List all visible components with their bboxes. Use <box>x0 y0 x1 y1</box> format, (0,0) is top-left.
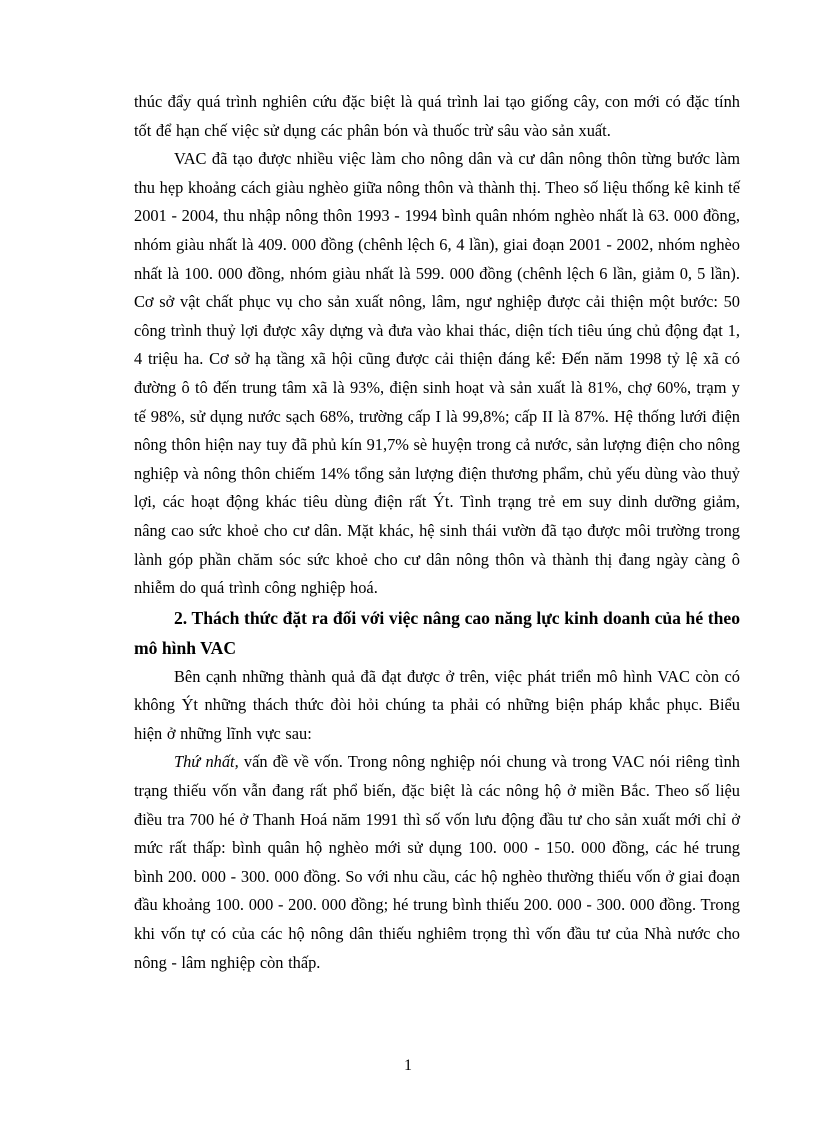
paragraph-intro: Bên cạnh những thành quả đã đạt được ở trên, việc phát triển mô hình VAC còn có không Ýt những thách thức đòi hỏi chúng ta phải có những biện pháp khắc phục. Biểu hiện ở những lĩnh vực sau: <box>134 666 740 743</box>
page-number: 1 <box>404 1057 412 1074</box>
paragraph-vac-benefits: VAC đã tạo được nhiều việc làm cho nông dân và cư dân nông thôn từng bước làm thu hẹp khoảng cách giàu nghèo giữa nông thôn và thành thị. Theo số liệu thống kê kinh tế 2001 - 2004, thu nhập nông thôn 1993 - 1994 bình quân nhóm nghèo nhất là 63. 000 đồng, nhóm giàu nhất là 409. 000 đồng (chênh lệch 6, 4 lần), giai đoạn 2001 - 2002, nhóm nghèo nhất là 100. 000 đồng, nhóm giàu nhất là 599. 000 đồng (chênh lệch 6 lần, giảm 0, 5 lần). Cơ sở vật chất phục vụ cho sản xuất nông, lâm, ngư nghiệp được cải thiện một bước: 50 công trình thuỷ lợi được xây dựng và đưa vào khai thác, diện tích tiêu úng chủ động đạt 1, 4 triệu ha. Cơ sở hạ tầng xã hội cũng được cải thiện đáng kể: Đến năm 1998 tỷ lệ xã có đường ô tô đến trung tâm xã là 93%, điện sinh hoạt và sản xuất là 81%, chợ 60%, trạm y tế 98%, sử dụng nước sạch 68%, trường cấp I là 99,8%; cấp II là 87%. Hệ thống lưới điện nông thôn hiện nay tuy đã phủ kín 91,7% sè huyện trong cả nước, sản lượng điện cho nông nghiệp và nông thôn chiếm 14% tổng sản lượng điện thương phẩm, chủ yếu dùng vào thuỷ lợi, các hoạt động khác tiêu dùng điện rất Ýt. Tình trạng trẻ em suy dinh dưỡng giảm, nâng cao sức khoẻ cho cư dân. Mặt khác, hệ sinh thái vườn đã tạo được môi trường trong lành góp phần chăm sóc sức khoẻ cho cư dân nông thôn và thành thị đang ngày càng ô nhiễm do quá trình công nghiệp hoá. <box>134 149 740 598</box>
first-point-text: vấn đề về vốn. Trong nông nghiệp nói chung và trong VAC nói riêng tình trạng thiếu vốn vẫn đang rất phổ biến, đặc biệt là các nông hộ ở miền Bắc. Theo số liệu điều tra 700 hé ở Thanh Hoá năm 1991 thì số vốn lưu động đầu tư cho sản xuất mới chỉ ở mức rất thấp: bình quân hộ nghèo mới sử dụng 100. 000 - 150. 000 đồng, các hé trung bình 200. 000 - 300. 000 đồng. So với nhu cầu, các hộ nghèo thường thiếu vốn ở giai đoạn đầu khoảng 100. 000 - 200. 000 đồng; hé trung bình thiếu 200. 000 - 300. 000 đồng. Trong khi vốn tự có của các hộ nông dân thiếu nghiêm trọng thì vốn đầu tư của Nhà nước cho nông - lâm nghiệp còn thấp. <box>134 752 740 972</box>
section-heading: 2. Thách thức đặt ra đối với việc nâng cao năng lực kinh doanh của hé theo mô hình VAC <box>134 607 740 658</box>
document-body <box>134 88 740 977</box>
first-point-label: Thứ nhất, <box>174 752 239 772</box>
paragraph-continuation: thúc đẩy quá trình nghiên cứu đặc biệt là quá trình lai tạo giống cây, con mới có đặc tính tốt để hạn chế việc sử dụng các phân bón và thuốc trừ sâu vào sản xuất. <box>134 92 740 140</box>
paragraph-first-point <box>134 748 740 977</box>
